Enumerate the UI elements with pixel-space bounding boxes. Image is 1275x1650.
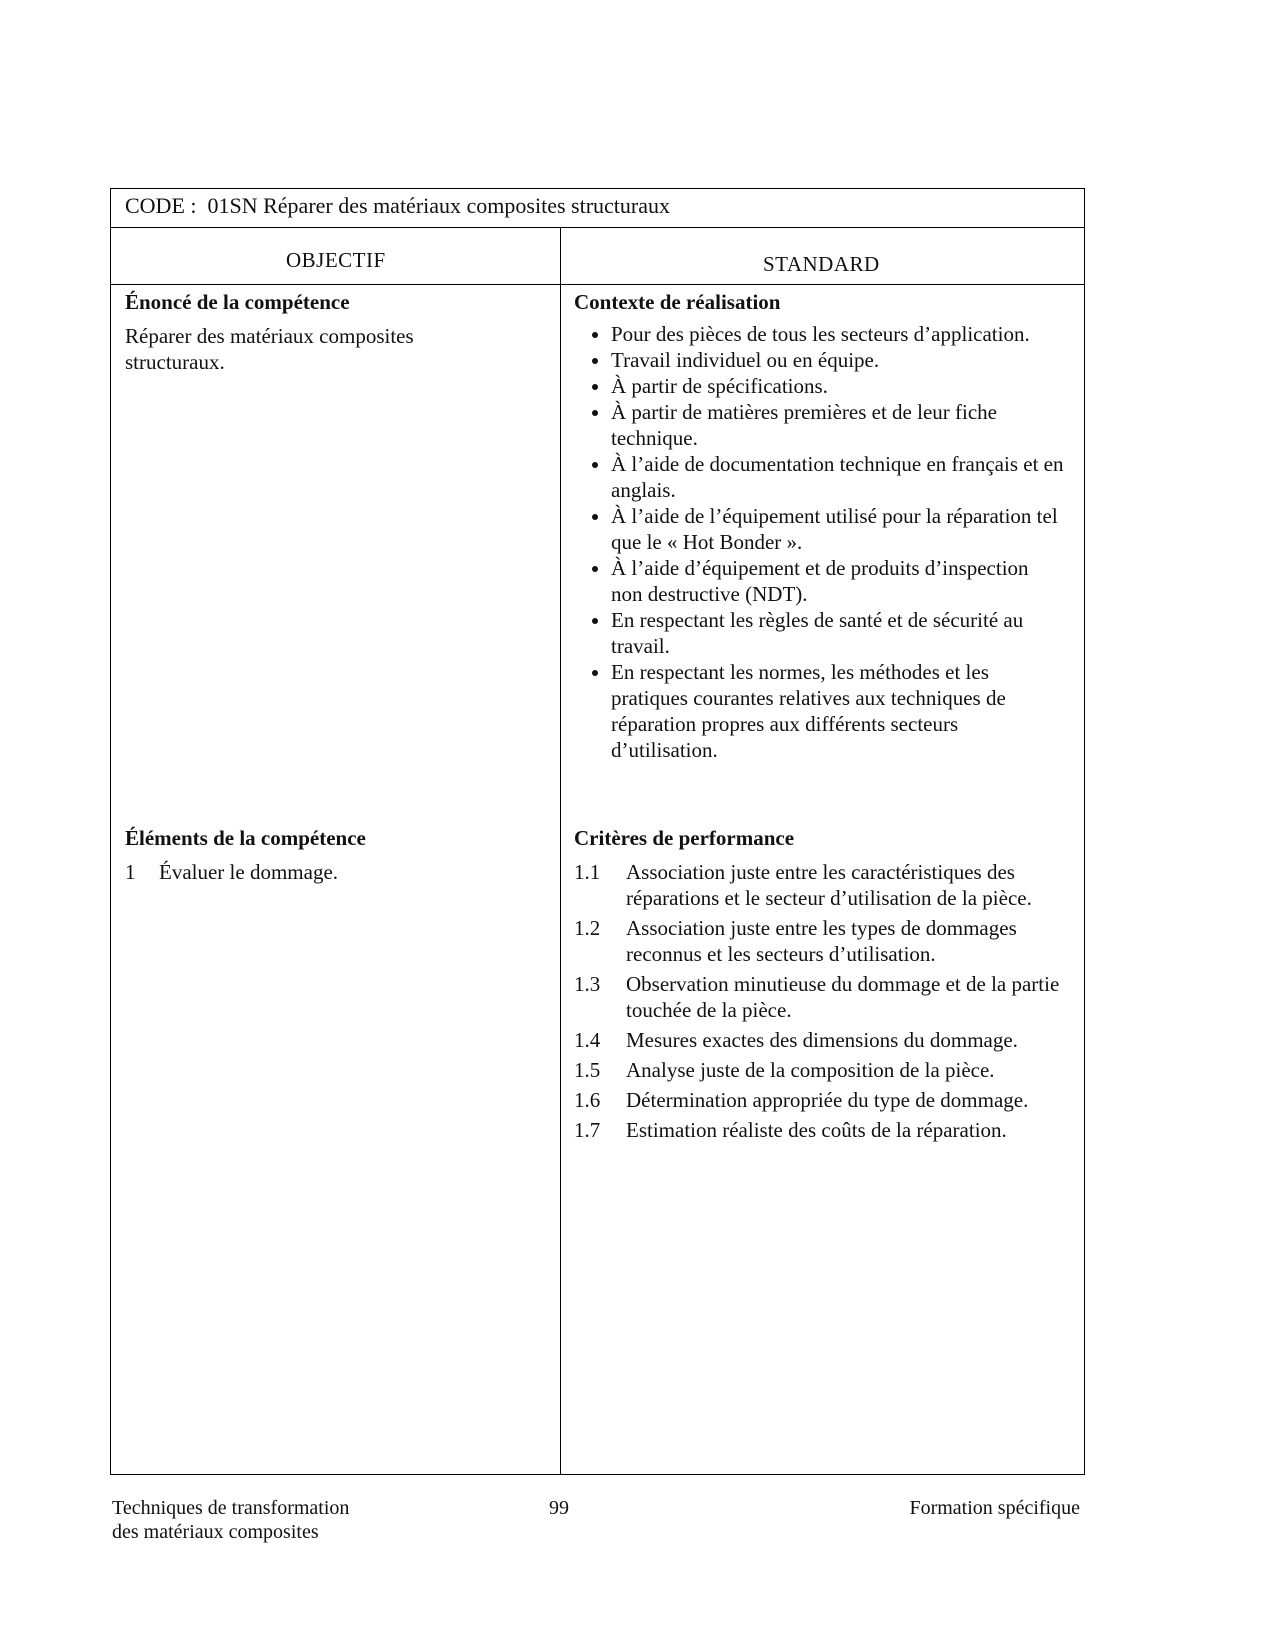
critere-text: Association juste entre les caractéristiques des réparations et le secteur d’utilisation de la pièce. — [626, 860, 1032, 910]
critere-text: Analyse juste de la composition de la pièce. — [626, 1058, 995, 1082]
code-label: CODE : — [125, 193, 197, 218]
code-line — [125, 193, 670, 219]
contexte-item: • En respectant les normes, les méthodes et les pratiques courantes relatives aux techniques de réparation propres aux différents secteurs d’utilisation. — [611, 659, 1064, 763]
critere-number: 1.2 — [574, 916, 601, 940]
divider — [111, 284, 1084, 285]
code-text: 01SN Réparer des matériaux composites structuraux — [207, 193, 670, 218]
criteres-title: Critères de performance — [574, 826, 795, 850]
critere-text: Estimation réaliste des coûts de la réparation. — [626, 1118, 1007, 1142]
critere-item — [574, 915, 1064, 967]
critere-text: Association juste entre les types de dommages reconnus et les secteurs d’utilisation. — [626, 916, 1017, 966]
enonce-section — [125, 289, 445, 375]
critere-number: 1.4 — [574, 1028, 601, 1052]
divider — [111, 227, 1084, 228]
page-number: 99 — [549, 1497, 569, 1519]
header-standard: STANDARD — [763, 252, 880, 276]
contexte-section — [574, 289, 1064, 763]
critere-item — [574, 1117, 1064, 1143]
footer-program-line2: des matériaux composites — [112, 1521, 319, 1543]
element-number: 1 — [125, 860, 136, 884]
footer-program: Techniques de transformation — [112, 1497, 350, 1519]
critere-text: Observation minutieuse du dommage et de la partie touchée de la pièce. — [626, 972, 1060, 1022]
critere-item — [574, 1057, 1064, 1083]
critere-number: 1.7 — [574, 1118, 601, 1142]
contexte-list — [574, 321, 1064, 763]
critere-item — [574, 971, 1064, 1023]
contexte-title: Contexte de réalisation — [574, 290, 781, 314]
critere-number: 1.1 — [574, 860, 601, 884]
critere-item — [574, 859, 1064, 911]
criteres-section — [574, 825, 1064, 1147]
critere-text: Détermination appropriée du type de dommage. — [626, 1088, 1029, 1112]
criteres-list — [574, 859, 1064, 1143]
elements-title: Éléments de la compétence — [125, 826, 366, 850]
contexte-item: • En respectant les règles de santé et de sécurité au travail. — [611, 607, 1064, 659]
critere-text: Mesures exactes des dimensions du dommage. — [626, 1028, 1018, 1052]
enonce-text: Réparer des matériaux composites structuraux. — [125, 324, 414, 374]
critere-number: 1.3 — [574, 972, 601, 996]
column-divider — [560, 227, 561, 1474]
contexte-item: • À l’aide de documentation technique en français et en anglais. — [611, 451, 1064, 503]
contexte-item: • À partir de spécifications. — [611, 373, 1064, 399]
contexte-item: • Travail individuel ou en équipe. — [611, 347, 1064, 373]
enonce-title: Énoncé de la compétence — [125, 290, 350, 314]
footer-right: Formation spécifique — [909, 1497, 1080, 1519]
element-item — [125, 859, 545, 885]
critere-number: 1.5 — [574, 1058, 601, 1082]
contexte-item: • À l’aide de l’équipement utilisé pour la réparation tel que le « Hot Bonder ». — [611, 503, 1064, 555]
footer-left — [112, 1496, 349, 1544]
critere-number: 1.6 — [574, 1088, 601, 1112]
critere-item — [574, 1027, 1064, 1053]
contexte-item: • À l’aide d’équipement et de produits d’inspection non destructive (NDT). — [611, 555, 1064, 607]
contexte-item: • Pour des pièces de tous les secteurs d’application. — [611, 321, 1064, 347]
header-objectif: OBJECTIF — [286, 248, 386, 272]
competency-table — [110, 188, 1085, 1475]
element-text: Évaluer le dommage. — [159, 860, 339, 884]
elements-section — [125, 825, 545, 885]
critere-item — [574, 1087, 1064, 1113]
contexte-item: • À partir de matières premières et de leur fiche technique. — [611, 399, 1064, 451]
